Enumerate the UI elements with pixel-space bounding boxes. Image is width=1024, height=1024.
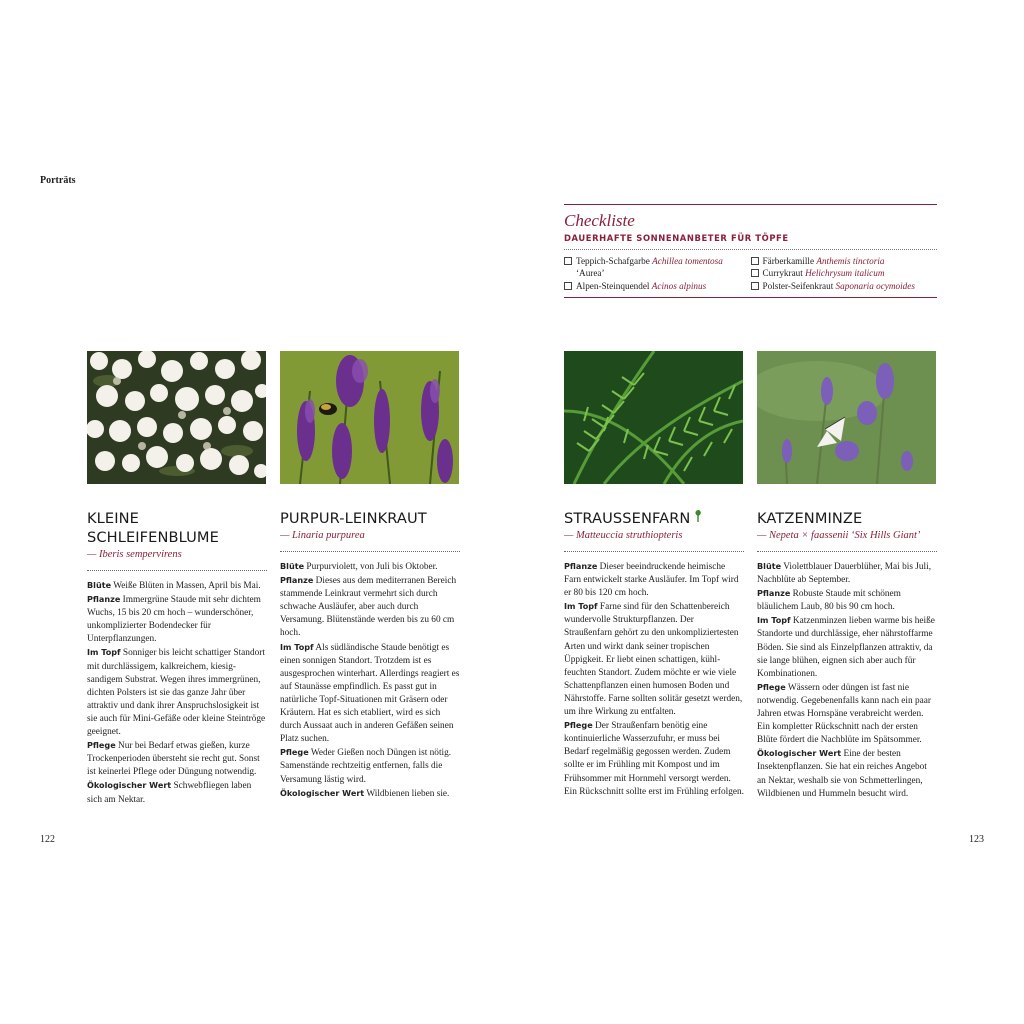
checkbox-icon (751, 269, 759, 277)
plant-description: Blüte Weiße Blüten in Massen, April bis Mai. Pflanze Immergrüne Staude mit sehr dichtem Wuchs, 15 bis 20 cm hoch – wunderschöner, unkomplizierter Bodendecker für Unterpflanzungen. Im Topf Sonniger bis leicht schattiger Standort mit durchlässigem, kalkreichem, kiesig-sandigem Substrat. Wegen ihres immergrünen, dichten Polsters ist sie das ganze Jahr über attraktiv und dank ihrer Anspruchslosigkeit ist sie auch für Mini-Gefäße oder kleine Steintröge geeignet. Pflege Nur bei Bedarf etwas gießen, kurze Trockenperioden übersteht sie recht gut. Sonst ist keinerlei Pflege oder Düngung notwendig. Ökologischer Wert Schwebfliegen laben sich am Nektar. (87, 580, 266, 805)
checklist-subtitle: DAUERHAFTE SONNENANBETER FÜR TÖPFE (564, 233, 789, 243)
checklist-item: Teppich-Schafgarbe Achillea tomentosa ‘Aurea’ (564, 255, 751, 280)
checklist-bottom-rule (564, 297, 937, 298)
checklist-item: Färberkamille Anthemis tinctoria (751, 255, 938, 267)
plant-katzenminze (757, 509, 937, 801)
checkbox-icon (751, 257, 759, 265)
checklist-top-rule (564, 204, 937, 205)
plant-latin-name: — Linaria purpurea (280, 530, 365, 541)
checklist-item: Polster-Seifenkraut Saponaria ocymoides (751, 280, 938, 292)
plant-title: KLEINE SCHLEIFENBLUME (87, 510, 219, 546)
photo-iberis (87, 351, 266, 484)
plant-title: STRAUSSENFARN (564, 509, 744, 528)
photo-linaria (280, 351, 459, 484)
plant-description: Pflanze Dieser beeindruckende heimische Farn entwickelt starke Ausläufer. Im Topf wird er 80 bis 120 cm hoch. Im Topf Farne sind für den Schattenbereich wundervolle Strukturpflanzen. Der Straußenfarn gehört zu den unkompliziertesten Arten und wirkt dank seiner tropischen Üppigkeit. Er liebt einen schattigen, kühl-feuchten Standort. Zudem möchte er wie viele Schattenpflanzen einen humosen Boden und Nährstoffe. Farne sollten solitär gesetzt werden, um ihre Wirkung zu entfalten. Pflege Der Straußenfarn benötig eine kontinuierliche Wasserzufuhr, er muss bei Bedarf regelmäßig gegossen werden. Zudem sollte er im Frühling mit Kompost und im Frühsommer mit Hornmehl versorgt werden. Ein Rückschnitt sollte erst im Frühling erfolgen. (564, 561, 744, 797)
dotted-rule (280, 551, 460, 552)
checkbox-icon (564, 282, 572, 290)
checklist-dotted-rule (564, 249, 937, 250)
plant-kleine-schleifenblume (87, 509, 267, 807)
checkbox-icon (564, 257, 572, 265)
photo-straussenfarn (564, 351, 743, 484)
plant-description: Blüte Violettblauer Dauerblüher, Mai bis Juli, Nachblüte ab September. Pflanze Robuste Staude mit schönem bläulichem Laub, 80 bis 90 cm hoch. Im Topf Katzenminzen lieben warme bis heiße Standorte und durchlässige, eher nährstoffarme Böden. Sie sind als Einzelpflanzen attraktiv, da sie lange blühen, eignen sich aber auch für Kombinationen. Pflege Wässern oder düngen ist fast nie notwendig. Gegebenenfalls kann nach ein paar Jahren etwas Hornspäne verabreicht werden. Ein kompletter Rückschnitt nach der ersten Blüte fördert die Nachblüte im Spätsommer. Ökologischer Wert Eine der besten Insektenpflanzen. Sie hat ein reiches Angebot an Nektar, weshalb sie von Schmetterlingen, Wildbienen und Hummeln besucht wird. (757, 561, 935, 799)
plant-latin-name: — Matteuccia struthiopteris (564, 530, 683, 541)
checklist-item: Alpen-Steinquendel Acinos alpinus (564, 280, 751, 292)
shade-plant-icon (694, 509, 702, 528)
checkbox-icon (751, 282, 759, 290)
photo-katzenminze (757, 351, 936, 484)
running-head: Porträts (40, 175, 76, 186)
dotted-rule (564, 551, 744, 552)
checklist-left-column (564, 255, 751, 292)
plant-latin-name: — Nepeta × faassenii ‘Six Hills Giant’ (757, 530, 921, 541)
checklist-right-column (751, 255, 938, 292)
page-number-right: 123 (969, 834, 984, 845)
checklist-box (564, 204, 937, 298)
plant-title: KATZENMINZE (757, 510, 863, 527)
plant-purpur-leinkraut (280, 509, 460, 801)
plant-straussenfarn (564, 509, 744, 799)
checklist-title: Checkliste (564, 211, 635, 230)
dotted-rule (87, 570, 267, 571)
plant-latin-name: — Iberis sempervirens (87, 549, 182, 560)
plant-title: PURPUR-LEINKRAUT (280, 510, 427, 527)
checklist-item: Currykraut Helichrysum italicum (751, 267, 938, 279)
plant-description: Blüte Purpurviolett, von Juli bis Oktober. Pflanze Dieses aus dem mediterranen Bereich stammende Leinkraut vermehrt sich durch schwache Ausläufer, aber auch durch Versamung. Blütenstände werden bis zu 60 cm hoch. Im Topf Als südländische Staude benötigt es einen sonnigen Standort. Trotzdem ist es ausgesprochen winterhart. Allerdings reagiert es auf Staunässe empfindlich. Es passt gut in natürliche Topf-Situationen mit Gräsern oder Kräutern. Hat es sich etabliert, wird es sich durch Aussaat auch in anderen Gefäßen seinen Platz suchen. Pflege Weder Gießen noch Düngen ist nötig. Samenstände rechtzeitig entfernen, falls die Versamung lästig wird. Ökologischer Wert Wildbienen lieben sie. (280, 561, 460, 799)
dotted-rule (757, 551, 937, 552)
page-number-left: 122 (40, 834, 55, 845)
